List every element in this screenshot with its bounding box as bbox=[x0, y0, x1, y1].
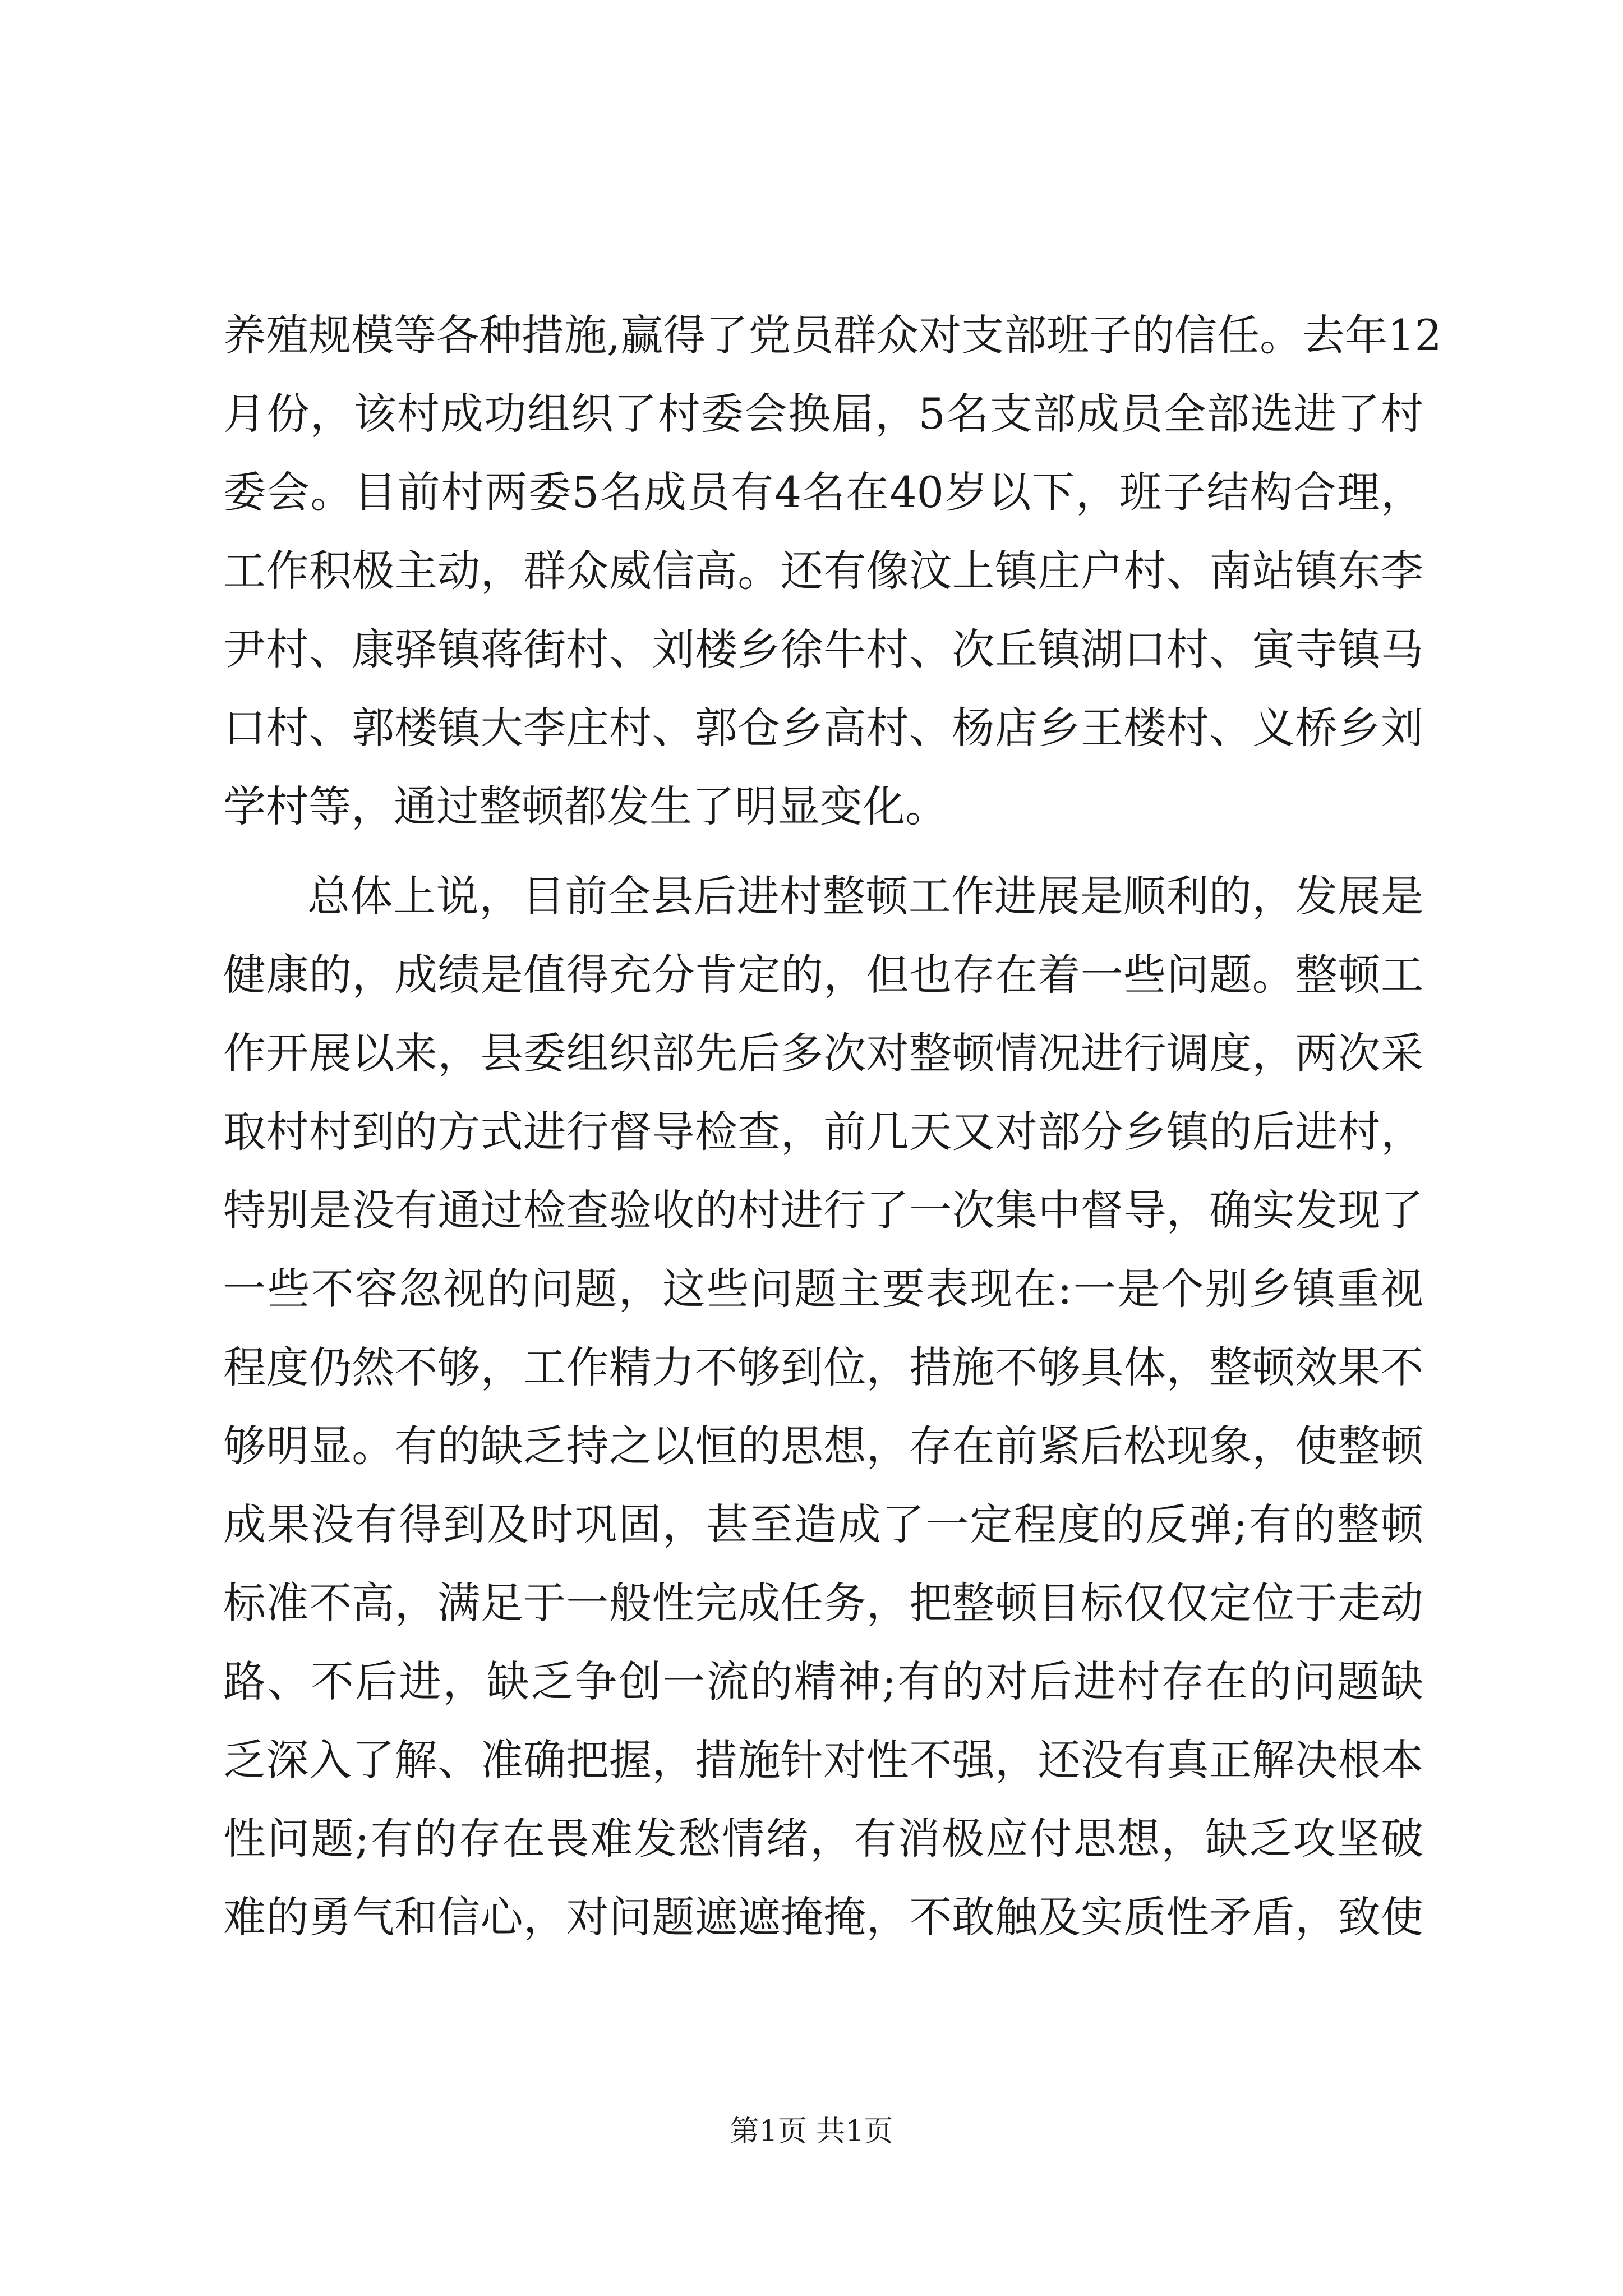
paragraph-1-line-4: 工作积极主动，群众威信高。还有像汶上镇庄户村、南站镇东李 bbox=[223, 546, 1423, 596]
paragraph-2-line-3: 作开展以来，县委组织部先后多次对整顿情况进行调度，两次采 bbox=[223, 1028, 1423, 1078]
page-number-footer: 第1页 共1页 bbox=[730, 2115, 893, 2148]
paragraph-2-line-4: 取村村到的方式进行督导检查，前几天又对部分乡镇的后进村， bbox=[223, 1107, 1423, 1157]
paragraph-2-line-12: 乏深入了解、准确把握，措施针对性不强，还没有真正解决根本 bbox=[223, 1735, 1423, 1785]
paragraph-1-line-5: 尹村、康驿镇蒋街村、刘楼乡徐牛村、次丘镇湖口村、寅寺镇马 bbox=[223, 624, 1423, 674]
paragraph-2-line-2: 健康的，成绩是值得充分肯定的，但也存在着一些问题。整顿工 bbox=[223, 950, 1423, 1000]
paragraph-2-line-14: 难的勇气和信心，对问题遮遮掩掩，不敢触及实质性矛盾，致使 bbox=[223, 1892, 1423, 1942]
paragraph-2-line-15 bbox=[223, 1968, 1423, 2024]
paragraph-2-line-7: 程度仍然不够，工作精力不够到位，措施不够具体，整顿效果不 bbox=[223, 1342, 1423, 1392]
paragraph-1-line-6: 口村、郭楼镇大李庄村、郭仓乡高村、杨店乡王楼村、义桥乡刘 bbox=[223, 703, 1423, 753]
paragraph-1-line-7: 学村等，通过整顿都发生了明显变化。 bbox=[223, 781, 948, 831]
paragraph-2-line-8: 够明显。有的缺乏持之以恒的思想，存在前紧后松现象，使整顿 bbox=[223, 1421, 1423, 1471]
paragraph-2-line-5: 特别是没有通过检查验收的村进行了一次集中督导，确实发现了 bbox=[223, 1185, 1423, 1235]
paragraph-2-line-13: 性问题;有的存在畏难发愁情绪，有消极应付思想，缺乏攻坚破 bbox=[223, 1814, 1423, 1864]
paragraph-1-line-3: 委会。目前村两委5名成员有4名在40岁以下，班子结构合理， bbox=[223, 467, 1423, 517]
paragraph-1-line-1: 养殖规模等各种措施,赢得了党员群众对支部班子的信任。去年12 bbox=[223, 310, 1442, 360]
paragraph-2-line-11: 路、不后进，缺乏争创一流的精神;有的对后进村存在的问题缺 bbox=[223, 1657, 1423, 1706]
paragraph-1-line-2: 月份，该村成功组织了村委会换届，5名支部成员全部选进了村 bbox=[223, 389, 1423, 439]
paragraph-2-line-6: 一些不容忽视的问题，这些问题主要表现在:一是个别乡镇重视 bbox=[223, 1264, 1423, 1314]
paragraph-2-line-9: 成果没有得到及时巩固，甚至造成了一定程度的反弹;有的整顿 bbox=[223, 1499, 1423, 1549]
paragraph-2-line-1: 总体上说，目前全县后进村整顿工作进展是顺利的，发展是 bbox=[307, 871, 1423, 921]
paragraph-2-line-10: 标准不高，满足于一般性完成任务，把整顿目标仅仅定位于走动 bbox=[223, 1578, 1423, 1628]
